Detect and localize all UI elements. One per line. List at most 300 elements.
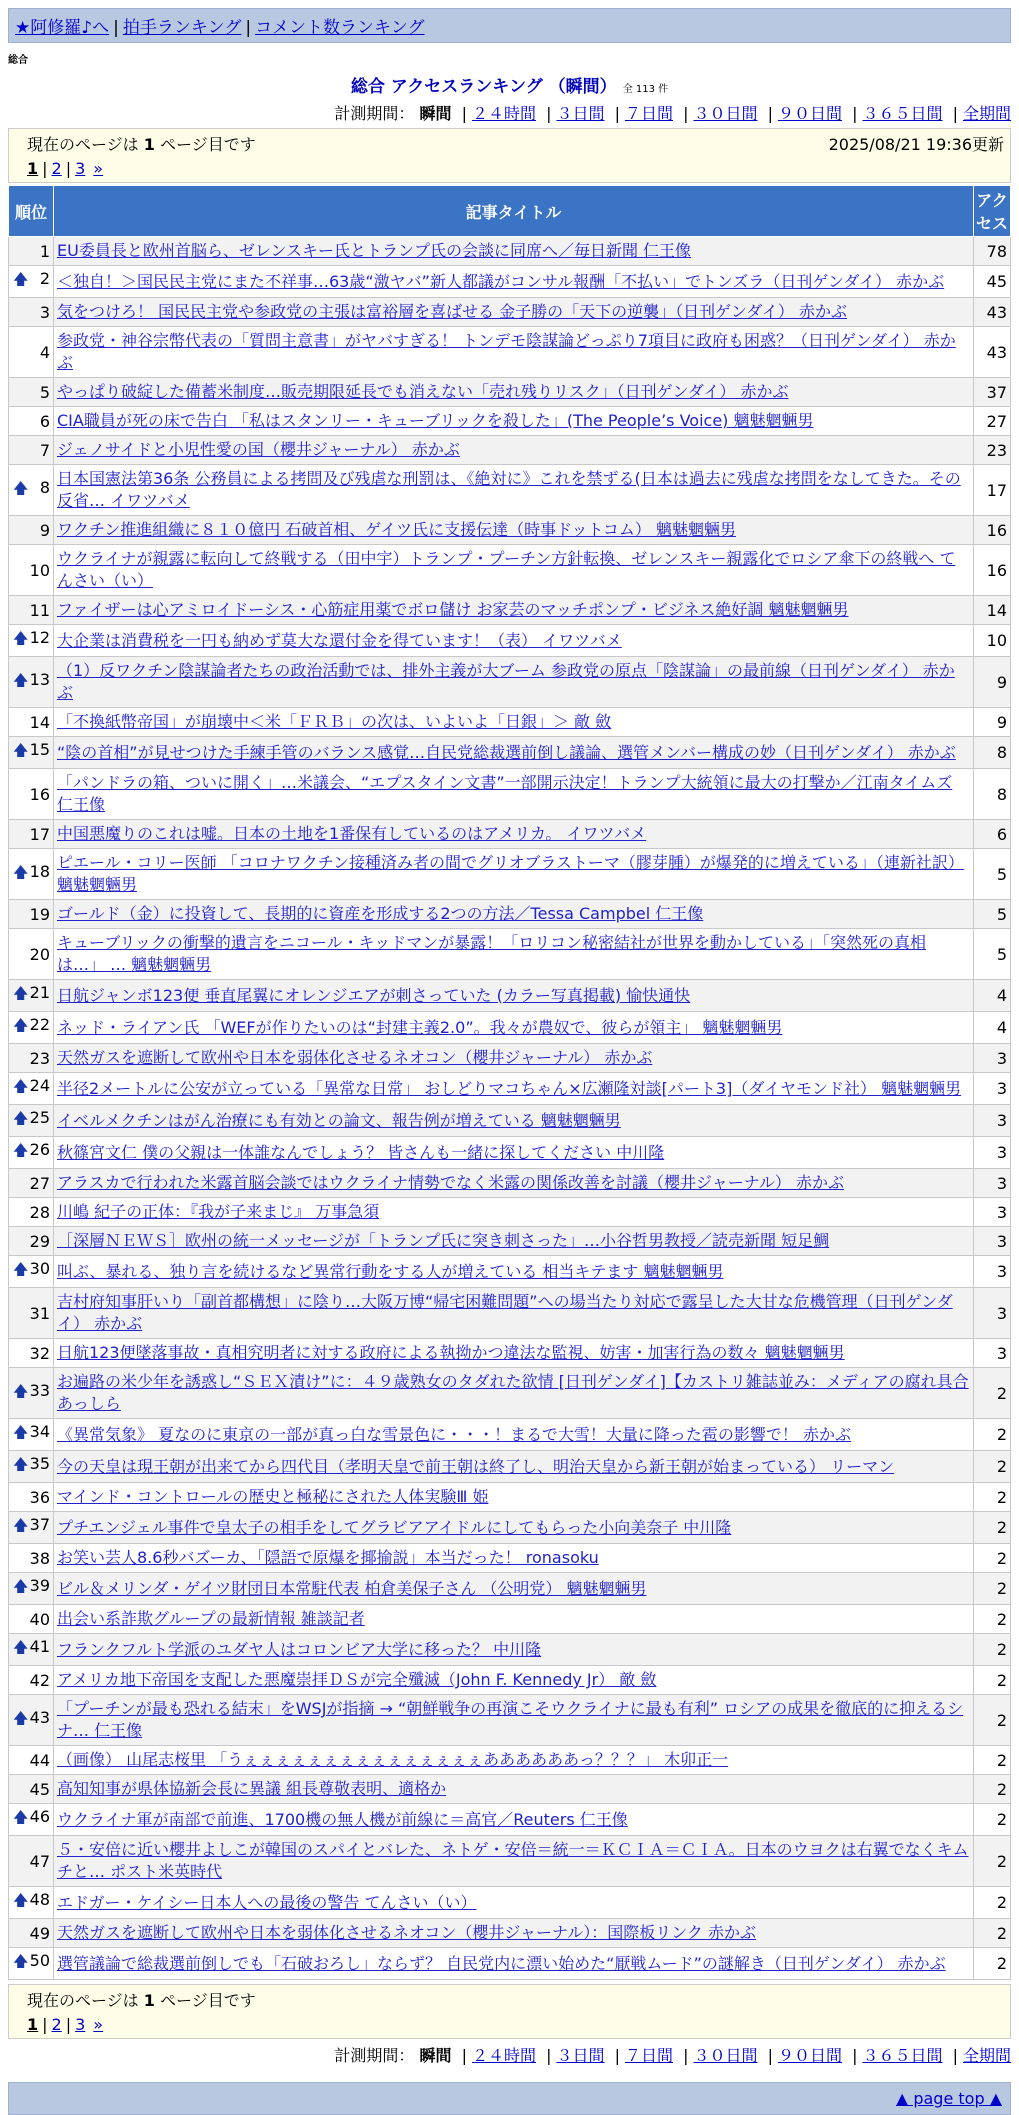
- rank-number: 19: [29, 904, 50, 924]
- title-cell: [54, 1044, 974, 1073]
- table-row: [9, 657, 1011, 708]
- page-top-link[interactable]: ▲ page top ▲: [895, 2089, 1002, 2108]
- rank-number: 7: [39, 440, 50, 460]
- table-row: [9, 237, 1011, 266]
- rank-cell: [9, 1775, 54, 1804]
- rank-cell: [9, 298, 54, 327]
- title-cell: [54, 769, 974, 820]
- title-cell: [54, 737, 974, 769]
- rank-number: 17: [29, 824, 50, 844]
- article-link[interactable]: 出会い系詐欺グループの最新情報 雑談記者: [57, 1609, 365, 1628]
- article-link[interactable]: 半径2メートルに公安が立っている「異常な日常」 おしどりマコちゃん×広瀬隆対談[パート3]（ダイヤモンド社） 魑魅魍魎男: [57, 1078, 962, 1098]
- article-link[interactable]: 天然ガスを遮断して欧州や日本を弱体化させるネオコン（櫻井ジャーナル）：国際板リンク 赤かぶ: [57, 1923, 757, 1942]
- table-row: [9, 1695, 1011, 1746]
- up-arrow-icon: 🡅: [13, 741, 29, 759]
- table-row: [9, 1544, 1011, 1573]
- rank-cell: [9, 1044, 54, 1073]
- access-count: 3: [974, 1044, 1011, 1073]
- rank-cell: [9, 1288, 54, 1339]
- rank-number: 43: [29, 1707, 50, 1727]
- access-count: 3: [974, 1137, 1011, 1169]
- up-arrow-icon: 🡅: [13, 1077, 29, 1095]
- article-link[interactable]: 高知知事が県体協新会長に異議 組長尊敬表明、適格か: [57, 1779, 447, 1798]
- rank-number: 13: [29, 669, 50, 689]
- pager-link-2-bottom[interactable]: 2: [51, 2015, 62, 2034]
- article-link[interactable]: ウクライナが親露に転向して終戦する（田中宇）トランプ・プーチン方針転換、ゼレンスキー親露化でロシア傘下の終戦へ てんさい（い）: [57, 549, 956, 590]
- rank-number: 49: [29, 1923, 50, 1943]
- access-count: 3: [974, 1288, 1011, 1339]
- rank-cell: [9, 929, 54, 980]
- rank-number: 27: [29, 1173, 50, 1193]
- period-link-24h[interactable]: ２４時間: [471, 104, 536, 123]
- rank-cell: [9, 1483, 54, 1512]
- access-count: 8: [974, 769, 1011, 820]
- article-link[interactable]: イベルメクチンはがん治療にも有効との論文、報告例が増えている 魑魅魍魎男: [57, 1110, 621, 1130]
- title-cell: [54, 1073, 974, 1105]
- article-link[interactable]: キューブリックの衝撃的遺言をニコール・キッドマンが暴露！「ロリコン秘密結社が世界を動かしている」「突然死の真相は…」 … 魑魅魍魎男: [57, 933, 926, 974]
- access-count: 2: [974, 1695, 1011, 1746]
- title-cell: [54, 1775, 974, 1804]
- article-link[interactable]: プチエンジェル事件で皇太子の相手をしてグラビアアイドルにしてもらった小向美奈子 中川隆: [57, 1517, 732, 1537]
- period-link-90d-bottom[interactable]: ９０日間: [777, 2046, 842, 2065]
- article-link[interactable]: CIA職員が死の床で告白 「私はスタンリー・キューブリックを殺した」(The People’s Voice) 魑魅魍魎男: [57, 411, 814, 430]
- period-link-all-bottom[interactable]: 全期間: [962, 2046, 1011, 2065]
- nav-separator: |: [113, 18, 119, 38]
- period-link-24h-bottom[interactable]: ２４時間: [471, 2046, 536, 2065]
- rank-number: 23: [29, 1048, 50, 1068]
- access-count: 2: [974, 1512, 1011, 1544]
- rank-cell: [9, 327, 54, 378]
- period-link-7d-bottom[interactable]: ７日間: [624, 2046, 673, 2065]
- title-cell: [54, 625, 974, 657]
- article-link[interactable]: “陰の首相”が見せつけた手練手管のバランス感覚…自民党総裁選前倒し議論、選管メンバー構成の妙（日刊ゲンダイ） 赤かぶ: [57, 742, 956, 762]
- access-count: 2: [974, 1368, 1011, 1419]
- rank-cell: [9, 737, 54, 769]
- rank-cell: [9, 1666, 54, 1695]
- up-arrow-icon: 🡅: [13, 1808, 29, 1826]
- rank-cell: [9, 820, 54, 849]
- access-count: 2: [974, 1919, 1011, 1948]
- table-row: [9, 378, 1011, 407]
- title-cell: [54, 1368, 974, 1419]
- access-count: 2: [974, 1419, 1011, 1451]
- rank-cell: [9, 436, 54, 465]
- table-row: [9, 900, 1011, 929]
- period-selector: 計測期間： 瞬間 | ２４時間 | ３日間 | ７日間 | ３０日間 | ９０日間 | ３６５日間 | 全期間: [334, 104, 1011, 123]
- rank-cell: [9, 1605, 54, 1634]
- title-cell: [54, 1948, 974, 1980]
- article-link[interactable]: アメリカ地下帝国を支配した悪魔崇拝ＤＳが完全殲滅（John F. Kennedy Jr） 敵 斂: [57, 1670, 657, 1689]
- up-arrow-icon: 🡅: [13, 1141, 29, 1159]
- rank-number: 38: [29, 1548, 50, 1568]
- title-cell: [54, 1227, 974, 1256]
- table-row: [9, 737, 1011, 769]
- rank-cell: [9, 708, 54, 737]
- table-row: [9, 1512, 1011, 1544]
- rank-cell: [9, 1804, 54, 1836]
- access-count: 3: [974, 1073, 1011, 1105]
- rank-number: 36: [29, 1487, 50, 1507]
- rank-number: 22: [29, 1015, 50, 1034]
- access-count: 3: [974, 1169, 1011, 1198]
- table-row: [9, 1137, 1011, 1169]
- article-link[interactable]: 気をつけろ！ 国民民主党や参政党の主張は富裕層を喜ばせる 金子勝の「天下の逆襲」（日刊ゲンダイ） 赤かぶ: [57, 302, 847, 321]
- article-link[interactable]: ５・安倍に近い櫻井よしこが韓国のスパイとバレた、ネトゲ・安倍＝統一＝ＫＣＩＡ＝ＣＩＡ。日本のウヨクは右翼でなくキムチと… ポスト米英時代: [57, 1840, 969, 1881]
- title-cell: [54, 237, 974, 266]
- period-link-3d-bottom[interactable]: ３日間: [556, 2046, 605, 2065]
- article-link[interactable]: やっぱり破綻した備蓄米制度…販売期限延長でも消えない「売れ残りリスク」（日刊ゲンダイ） 赤かぶ: [57, 382, 789, 401]
- rank-number: 31: [29, 1303, 50, 1323]
- rank-cell: [9, 266, 54, 298]
- table-row: [9, 1804, 1011, 1836]
- access-count: 2: [974, 1836, 1011, 1887]
- title-cell: [54, 708, 974, 737]
- rank-number: 46: [29, 1807, 50, 1826]
- rank-number: 12: [29, 628, 50, 647]
- rank-number: 28: [29, 1202, 50, 1222]
- title-cell: [54, 1605, 974, 1634]
- up-arrow-icon: 🡅: [13, 1952, 29, 1970]
- rank-number: 18: [29, 861, 50, 881]
- table-row: [9, 708, 1011, 737]
- up-arrow-icon: 🡅: [13, 1638, 29, 1656]
- table-row: [9, 1919, 1011, 1948]
- article-link[interactable]: 天然ガスを遮断して欧州や日本を弱体化させるネオコン（櫻井ジャーナル） 赤かぶ: [57, 1048, 653, 1067]
- article-link[interactable]: ＜独自！＞国民民主党にまた不祥事…63歳“激ヤバ”新人都議がコンサル報酬「不払い」でトンズラ（日刊ゲンダイ） 赤かぶ: [57, 271, 945, 291]
- pager-next[interactable]: »: [93, 159, 104, 178]
- article-link[interactable]: 叫ぶ、暴れる、独り言を続けるなど異常行動をする人が増えている 相当キテます 魑魅魍魎男: [57, 1261, 724, 1281]
- table-row: [9, 1483, 1011, 1512]
- rank-cell: [9, 596, 54, 625]
- table-row: [9, 1836, 1011, 1887]
- table-row: [9, 298, 1011, 327]
- ranking-title: 総合 アクセスランキング （瞬間）: [350, 77, 617, 97]
- rank-cell: [9, 980, 54, 1012]
- up-arrow-icon: 🡅: [13, 670, 29, 689]
- top-navigation: [8, 8, 1011, 43]
- rank-number: 32: [29, 1343, 50, 1363]
- rank-cell: [9, 1746, 54, 1775]
- access-count: 16: [974, 516, 1011, 545]
- title-cell: [54, 1339, 974, 1368]
- pager-next-bottom[interactable]: »: [93, 2015, 104, 2034]
- up-arrow-icon: 🡅: [13, 1260, 29, 1278]
- access-count: 4: [974, 1012, 1011, 1044]
- rank-number: 42: [29, 1670, 50, 1690]
- table-row: [9, 327, 1011, 378]
- header-title: 記事タイトル: [54, 186, 974, 237]
- period-link-30d-bottom[interactable]: ３０日間: [693, 2046, 758, 2065]
- table-row: [9, 1419, 1011, 1451]
- rank-cell: [9, 1073, 54, 1105]
- rank-number: 5: [39, 382, 50, 402]
- rank-number: 30: [29, 1259, 50, 1278]
- table-row: [9, 1948, 1011, 1980]
- rank-cell: [9, 1198, 54, 1227]
- article-link[interactable]: 日航123便墜落事故・真相究明者に対する政府による執拗かつ違法な監視、妨害・加害行為の数々 魑魅魍魎男: [57, 1343, 845, 1362]
- ranking-table: [8, 185, 1011, 1980]
- article-link[interactable]: アラスカで行われた米露首脳会談ではウクライナ情勢でなく米露の関係改善を討議（櫻井ジャーナル） 赤かぶ: [57, 1173, 845, 1192]
- rank-number: 2: [39, 269, 50, 288]
- access-count: 9: [974, 708, 1011, 737]
- access-count: 2: [974, 1451, 1011, 1483]
- title-cell: [54, 1419, 974, 1451]
- rank-number: 15: [29, 740, 50, 759]
- title-cell: [54, 1634, 974, 1666]
- up-arrow-icon: 🡅: [13, 984, 29, 1002]
- title-cell: [54, 1012, 974, 1044]
- article-link[interactable]: ファイザーは心アミロイドーシス・心筋症用薬でボロ儲け お家芸のマッチポンプ・ビジネス絶好調 魑魅魍魎男: [57, 600, 849, 619]
- table-row: [9, 1169, 1011, 1198]
- title-cell: [54, 436, 974, 465]
- period-link-90d[interactable]: ９０日間: [777, 104, 842, 123]
- period-link-365d-bottom[interactable]: ３６５日間: [862, 2046, 943, 2065]
- article-link[interactable]: EU委員長と欧州首脳ら、ゼレンスキー氏とトランプ氏の会談に同席へ／毎日新聞 仁王像: [57, 241, 692, 260]
- rank-cell: [9, 1573, 54, 1605]
- title-cell: [54, 298, 974, 327]
- footer-bar: [8, 2082, 1011, 2115]
- article-link[interactable]: お遍路の米少年を誘惑し“ＳＥＸ漬け”に：４９歳熟女のタダれた欲情 [日刊ゲンダイ]【カストリ雑誌並み：メディアの腐れ具合 あっしら: [57, 1372, 969, 1413]
- current-page-text-bottom: 現在のページは 1 ページ目です: [27, 1991, 256, 2010]
- article-link[interactable]: 参政党・神谷宗幣代表の「質問主意書」がヤバすぎる！ トンデモ陰謀論どっぷり7項目に政府も困惑？（日刊ゲンダイ） 赤かぶ: [57, 331, 956, 372]
- nav-link-comment-ranking[interactable]: コメント数ランキング: [255, 18, 425, 38]
- rank-cell: [9, 1368, 54, 1419]
- pager-link-2[interactable]: 2: [51, 159, 62, 178]
- title-cell: [54, 1451, 974, 1483]
- title-cell: [54, 596, 974, 625]
- period-link-all[interactable]: 全期間: [962, 104, 1011, 123]
- rank-cell: [9, 1012, 54, 1044]
- rank-number: 6: [39, 411, 50, 431]
- access-count: 2: [974, 1746, 1011, 1775]
- rank-number: 24: [29, 1076, 50, 1095]
- rank-cell: [9, 545, 54, 596]
- access-count: 5: [974, 929, 1011, 980]
- rank-cell: [9, 237, 54, 266]
- article-link[interactable]: エドガー・ケイシー日本人への最後の警告 てんさい（い）: [57, 1892, 477, 1912]
- access-count: 3: [974, 1227, 1011, 1256]
- article-link[interactable]: 川嶋 紀子の正体：『我が子来まじ』 万事急須: [57, 1202, 380, 1221]
- title-cell: [54, 1483, 974, 1512]
- access-count: 43: [974, 298, 1011, 327]
- article-link[interactable]: ネッド・ライアン氏 「WEFが作りたいのは“封建主義2.0”。我々が農奴で、彼らが領主」 魑魅魍魎男: [57, 1017, 783, 1037]
- article-link[interactable]: ジェノサイドと小児性愛の国（櫻井ジャーナル） 赤かぶ: [57, 440, 460, 459]
- article-link[interactable]: ゴールド（金）に投資して、長期的に資産を形成する2つの方法／Tessa Campbel 仁王像: [57, 904, 704, 923]
- rank-number: 4: [39, 342, 50, 362]
- current-page-text: 現在のページは 1 ページ目です: [27, 135, 256, 154]
- rank-number: 35: [29, 1454, 50, 1473]
- article-link[interactable]: 今の天皇は現王朝が出来てから四代目（孝明天皇で前王朝は終了し、明治天皇から新王朝が始まっている） リーマン: [57, 1456, 895, 1476]
- rank-number: 45: [29, 1779, 50, 1799]
- rank-number: 40: [29, 1609, 50, 1629]
- title-cell: [54, 1198, 974, 1227]
- access-count: 4: [974, 980, 1011, 1012]
- access-count: 2: [974, 1775, 1011, 1804]
- title-cell: [54, 1836, 974, 1887]
- nav-link-clap-ranking[interactable]: 拍手ランキング: [122, 18, 242, 38]
- article-link[interactable]: 大企業は消費税を一円も納めず莫大な還付金を得ています！（表） イワツバメ: [57, 630, 622, 650]
- access-count: 5: [974, 849, 1011, 900]
- title-cell: [54, 1512, 974, 1544]
- page-info-box-bottom: [8, 1984, 1011, 2039]
- rank-cell: [9, 465, 54, 516]
- title-cell: [54, 849, 974, 900]
- table-row: [9, 1339, 1011, 1368]
- rank-number: 11: [29, 600, 50, 620]
- rank-cell: [9, 1339, 54, 1368]
- rank-cell: [9, 1919, 54, 1948]
- rank-number: 14: [29, 712, 50, 732]
- title-cell: [54, 1169, 974, 1198]
- table-row: [9, 929, 1011, 980]
- period-link-3d[interactable]: ３日間: [556, 104, 605, 123]
- rank-number: 3: [39, 302, 50, 322]
- category-label: 総合: [8, 55, 28, 66]
- article-link[interactable]: フランクフルト学派のユダヤ人はコロンビア大学に移った？ 中川隆: [57, 1639, 542, 1659]
- rank-cell: [9, 1695, 54, 1746]
- table-row: [9, 266, 1011, 298]
- up-arrow-icon: 🡅: [13, 1423, 29, 1441]
- article-link[interactable]: （1）反ワクチン陰謀論者たちの政治活動では、排外主義が大ブーム 参政党の原点「陰謀論」の最前線（日刊ゲンダイ） 赤かぶ: [57, 661, 955, 702]
- title-cell: [54, 1919, 974, 1948]
- rank-number: 1: [39, 241, 50, 261]
- rank-cell: [9, 625, 54, 657]
- table-row: [9, 1256, 1011, 1288]
- rank-cell: [9, 1544, 54, 1573]
- up-arrow-icon: 🡅: [13, 1577, 29, 1595]
- article-link[interactable]: 《異常気象》 夏なのに東京の一部が真っ白な雪景色に・・・！まるで大雪！大量に降った雹の影響で！ 赤かぶ: [57, 1424, 852, 1444]
- title-cell: [54, 1137, 974, 1169]
- header-access: アクセス: [974, 186, 1011, 237]
- access-count: 14: [974, 596, 1011, 625]
- rank-cell: [9, 1948, 54, 1980]
- total-count: 全 113 件: [622, 84, 669, 95]
- rank-cell: [9, 1105, 54, 1137]
- rank-cell: [9, 378, 54, 407]
- rank-number: 21: [29, 983, 50, 1002]
- article-link[interactable]: （画像） 山尾志桜里 「うぇぇぇぇぇぇぇぇぇぇぇぇぇぇぇああああああっ？？？」 木卯正一: [57, 1750, 729, 1769]
- title-cell: [54, 327, 974, 378]
- article-link[interactable]: 日本国憲法第36条 公務員による拷問及び残虐な刑罰は、《絶対に》これを禁ずる(日本は過去に残虐な拷問をなしてきた。その反省… イワツバメ: [57, 469, 961, 510]
- table-row: [9, 1198, 1011, 1227]
- table-row: [9, 436, 1011, 465]
- period-link-7d[interactable]: ７日間: [624, 104, 673, 123]
- access-count: 2: [974, 1634, 1011, 1666]
- article-link[interactable]: ワクチン推進組織に８１０億円 石破首相、ゲイツ氏に支援伝達（時事ドットコム） 魑魅魍魎男: [57, 520, 736, 539]
- rank-number: 41: [29, 1637, 50, 1656]
- up-arrow-icon: 🡅: [13, 1891, 29, 1909]
- access-count: 78: [974, 237, 1011, 266]
- access-count: 17: [974, 465, 1011, 516]
- pager-link-3-bottom[interactable]: 3: [75, 2015, 86, 2034]
- article-link[interactable]: 「パンドラの箱、ついに開く」…米議会、“エプスタイン文書”一部開示決定！トランプ大統領に最大の打撃か／江南タイムズ 仁王像: [57, 773, 953, 814]
- title-cell: [54, 820, 974, 849]
- period-label: 計測期間：: [334, 104, 415, 123]
- access-count: 3: [974, 1198, 1011, 1227]
- access-count: 3: [974, 1105, 1011, 1137]
- article-link[interactable]: 「不換紙幣帝国」が崩壊中＜米「ＦＲＢ」の次は、いよいよ「日銀」＞ 敵 斂: [57, 712, 612, 731]
- table-row: [9, 1775, 1011, 1804]
- period-link-30d[interactable]: ３０日間: [693, 104, 758, 123]
- access-count: 10: [974, 625, 1011, 657]
- table-row: [9, 1073, 1011, 1105]
- table-row: [9, 1227, 1011, 1256]
- rank-cell: [9, 1137, 54, 1169]
- article-link[interactable]: マインド・コントロールの歴史と極秘にされた人体実験Ⅲ 姫: [57, 1487, 489, 1506]
- rank-cell: [9, 1836, 54, 1887]
- updated-timestamp: 2025/08/21 19:36更新: [828, 135, 1004, 154]
- rank-cell: [9, 1419, 54, 1451]
- title-cell: [54, 407, 974, 436]
- access-count: 16: [974, 545, 1011, 596]
- title-cell: [54, 1573, 974, 1605]
- access-count: 2: [974, 1544, 1011, 1573]
- article-link[interactable]: お笑い芸人8.6秒バズーカ、「隠語で原爆を揶揄説」本当だった！ ronasoku: [57, 1548, 599, 1567]
- rank-number: 20: [29, 944, 50, 964]
- article-link[interactable]: 選管議論で総裁選前倒しでも「石破おろし」ならず？ 自民党内に漂い始めた“厭戦ムード”の謎解き（日刊ゲンダイ） 赤かぶ: [57, 1953, 946, 1973]
- rank-cell: [9, 1451, 54, 1483]
- title-cell: [54, 1544, 974, 1573]
- article-link[interactable]: ビル＆メリンダ・ゲイツ財団日本常駐代表 柏倉美保子さん （公明党） 魑魅魍魎男: [57, 1578, 647, 1598]
- up-arrow-icon: 🡅: [13, 270, 29, 288]
- table-row: [9, 1573, 1011, 1605]
- rank-number: 8: [39, 477, 50, 497]
- rank-cell: [9, 849, 54, 900]
- access-count: 45: [974, 266, 1011, 298]
- article-link[interactable]: ウクライナ軍が南部で前進、1700機の無人機が前線に＝高官／Reuters 仁王像: [57, 1809, 628, 1829]
- table-row: [9, 1605, 1011, 1634]
- rank-cell: [9, 1634, 54, 1666]
- rank-number: 25: [29, 1108, 50, 1127]
- nav-link-asyura[interactable]: ★阿修羅♪へ: [15, 18, 110, 38]
- title-cell: [54, 516, 974, 545]
- access-count: 6: [974, 820, 1011, 849]
- rank-cell: [9, 1227, 54, 1256]
- table-row: [9, 545, 1011, 596]
- rank-cell: [9, 657, 54, 708]
- title-cell: [54, 900, 974, 929]
- period-link-365d[interactable]: ３６５日間: [862, 104, 943, 123]
- access-count: 23: [974, 436, 1011, 465]
- article-link[interactable]: 日航ジャンボ123便 垂直尾翼にオレンジエアが刺さっていた (カラー写真掲載) 愉快通快: [57, 985, 691, 1005]
- rank-number: 9: [39, 520, 50, 540]
- table-row: [9, 407, 1011, 436]
- rank-number: 26: [29, 1140, 50, 1159]
- period-current: 瞬間: [419, 104, 452, 123]
- access-count: 3: [974, 1256, 1011, 1288]
- up-arrow-icon: 🡅: [13, 629, 29, 647]
- article-link[interactable]: ピエール・コリー医師 「コロナワクチン接種済み者の間でグリオブラストーマ（膠芽腫）が爆発的に増えている」（連新社訳） 魑魅魍魎男: [57, 853, 964, 894]
- rank-number: 44: [29, 1750, 50, 1770]
- table-row: [9, 465, 1011, 516]
- title-cell: [54, 1105, 974, 1137]
- title-cell: [54, 980, 974, 1012]
- access-count: 8: [974, 737, 1011, 769]
- title-cell: [54, 1256, 974, 1288]
- article-link[interactable]: 吉村府知事肝いり「副首都構想」に陰り…大阪万博“帰宅困難問題”への場当たり対応で露呈した大甘な危機管理（日刊ゲンダイ） 赤かぶ: [57, 1292, 953, 1333]
- table-row: [9, 1451, 1011, 1483]
- article-link[interactable]: 中国悪魔りのこれは嘘。日本の土地を1番保有しているのはアメリカ。 イワツバメ: [57, 824, 647, 843]
- header-rank: 順位: [9, 186, 54, 237]
- access-count: 2: [974, 1887, 1011, 1919]
- up-arrow-icon: 🡅: [13, 1708, 29, 1727]
- article-link[interactable]: ［深層ＮＥＷＳ］欧州の統一メッセージが「トランプ氏に突き刺さった」…小谷哲男教授／読売新聞 短足鯛: [57, 1231, 830, 1250]
- title-cell: [54, 1804, 974, 1836]
- article-link[interactable]: 秋篠宮文仁 僕の父親は一体誰なんでしょう？ 皆さんも一緒に探してください 中川隆: [57, 1142, 665, 1162]
- article-link[interactable]: 「プーチンが最も恐れる結末」をWSJが指摘 → “朝鮮戦争の再演こそウクライナに最も有利” ロシアの成果を徹底的に抑えるシナ… 仁王像: [57, 1699, 964, 1740]
- pager-link-3[interactable]: 3: [75, 159, 86, 178]
- table-row: [9, 980, 1011, 1012]
